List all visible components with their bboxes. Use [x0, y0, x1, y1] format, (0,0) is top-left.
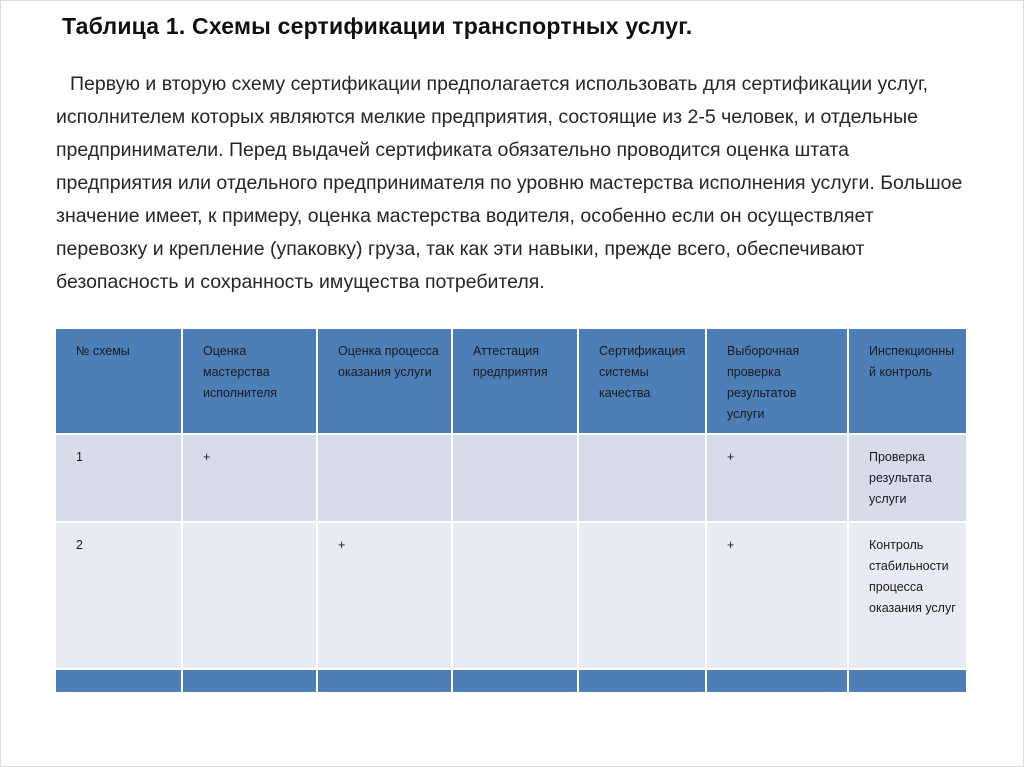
- table-row: [56, 523, 966, 670]
- header-cell-enterprise-attestation: Аттестация предприятия: [453, 329, 579, 435]
- table-cell: +: [707, 523, 849, 670]
- table-cell: [849, 670, 966, 692]
- table-cell: [579, 670, 707, 692]
- header-cell-quality-system: Сертификация системы качества: [579, 329, 707, 435]
- table-row: [56, 435, 966, 523]
- header-cell-inspection-control: Инспекционный контроль: [849, 329, 966, 435]
- table-cell: [56, 670, 183, 692]
- table-cell: Проверка результата услуги: [849, 435, 966, 523]
- table-cell: [453, 670, 579, 692]
- table-cell: [183, 523, 318, 670]
- table-cell: 1: [56, 435, 183, 523]
- body-paragraph: Первую и вторую схему сертификации предполагается использовать для сертификации услуг, исполнителем которых являются мелкие предприятия, состоящие из 2-5 человек, и отдельные предприниматели. Перед выдачей сертификата обязательно проводится оценка штата предприятия или отдельного предпринимателя по уровню мастерства исполнения услуги. Большое значение имеет, к примеру, оценка мастерства водителя, особенно если он осуществляет перевозку и крепление (упаковку) груза, так как эти навыки, прежде всего, обеспечивают безопасность и сохранность имущества потребителя.: [56, 73, 963, 293]
- page-title: Таблица 1. Схемы сертификации транспортных услуг.: [62, 13, 693, 39]
- header-cell-scheme-number: № схемы: [56, 329, 183, 435]
- table-header-row: [56, 329, 966, 435]
- table-cell: [579, 435, 707, 523]
- table-cell: Контроль стабильности процесса оказания услуг: [849, 523, 966, 670]
- header-cell-sample-check: Выборочная проверка результатов услуги: [707, 329, 849, 435]
- table-cell: [318, 435, 453, 523]
- table-cell: +: [318, 523, 453, 670]
- table-row-partial: [56, 670, 966, 692]
- header-cell-performer-skill: Оценка мастерства исполнителя: [183, 329, 318, 435]
- table-cell: +: [183, 435, 318, 523]
- table-cell: [707, 670, 849, 692]
- table-cell: [453, 523, 579, 670]
- table-cell: [453, 435, 579, 523]
- table-cell: [579, 523, 707, 670]
- header-cell-service-process: Оценка процесса оказания услуги: [318, 329, 453, 435]
- certification-schemes-table: [56, 329, 966, 692]
- table-cell: [318, 670, 453, 692]
- table-cell: +: [707, 435, 849, 523]
- table-cell: 2: [56, 523, 183, 670]
- table-cell: [183, 670, 318, 692]
